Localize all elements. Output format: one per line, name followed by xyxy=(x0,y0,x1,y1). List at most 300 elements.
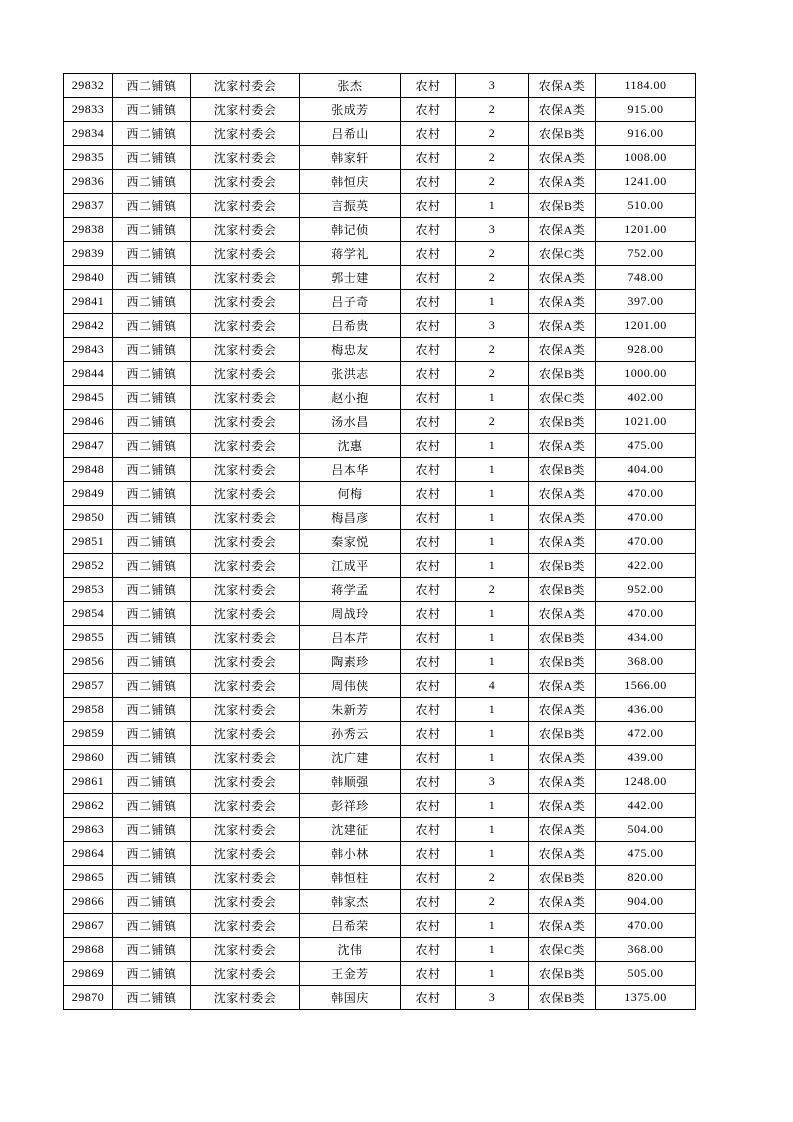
cell-person-name: 沈伟 xyxy=(300,938,401,962)
cell-residence-type: 农村 xyxy=(401,74,456,98)
cell-amount: 442.00 xyxy=(596,794,696,818)
cell-record-id: 29849 xyxy=(64,482,113,506)
cell-village-committee: 沈家村委会 xyxy=(191,266,300,290)
cell-amount: 470.00 xyxy=(596,506,696,530)
cell-insurance-category: 农保B类 xyxy=(529,458,596,482)
cell-person-count: 1 xyxy=(456,290,529,314)
cell-village-committee: 沈家村委会 xyxy=(191,674,300,698)
cell-amount: 1021.00 xyxy=(596,410,696,434)
cell-amount: 1201.00 xyxy=(596,314,696,338)
cell-amount: 397.00 xyxy=(596,290,696,314)
cell-residence-type: 农村 xyxy=(401,770,456,794)
cell-amount: 952.00 xyxy=(596,578,696,602)
table-row xyxy=(64,602,696,626)
cell-amount: 439.00 xyxy=(596,746,696,770)
cell-village-committee: 沈家村委会 xyxy=(191,770,300,794)
cell-person-count: 1 xyxy=(456,458,529,482)
cell-person-name: 吕希荣 xyxy=(300,914,401,938)
cell-amount: 1566.00 xyxy=(596,674,696,698)
cell-person-name: 沈惠 xyxy=(300,434,401,458)
cell-town: 西二铺镇 xyxy=(113,674,191,698)
table-row xyxy=(64,650,696,674)
cell-residence-type: 农村 xyxy=(401,194,456,218)
cell-residence-type: 农村 xyxy=(401,818,456,842)
cell-town: 西二铺镇 xyxy=(113,578,191,602)
cell-residence-type: 农村 xyxy=(401,338,456,362)
cell-insurance-category: 农保A类 xyxy=(529,98,596,122)
cell-village-committee: 沈家村委会 xyxy=(191,434,300,458)
cell-person-name: 吕希山 xyxy=(300,122,401,146)
table-row xyxy=(64,626,696,650)
cell-town: 西二铺镇 xyxy=(113,218,191,242)
cell-insurance-category: 农保B类 xyxy=(529,410,596,434)
cell-record-id: 29841 xyxy=(64,290,113,314)
cell-town: 西二铺镇 xyxy=(113,242,191,266)
pension-records-table xyxy=(63,73,696,1010)
table-row xyxy=(64,314,696,338)
cell-residence-type: 农村 xyxy=(401,122,456,146)
cell-town: 西二铺镇 xyxy=(113,410,191,434)
cell-amount: 404.00 xyxy=(596,458,696,482)
cell-residence-type: 农村 xyxy=(401,146,456,170)
table-row xyxy=(64,242,696,266)
cell-insurance-category: 农保C类 xyxy=(529,938,596,962)
table-body xyxy=(64,74,696,1010)
cell-record-id: 29835 xyxy=(64,146,113,170)
cell-residence-type: 农村 xyxy=(401,914,456,938)
cell-person-count: 1 xyxy=(456,386,529,410)
cell-person-name: 陶素珍 xyxy=(300,650,401,674)
cell-town: 西二铺镇 xyxy=(113,506,191,530)
cell-town: 西二铺镇 xyxy=(113,458,191,482)
cell-town: 西二铺镇 xyxy=(113,146,191,170)
table-row xyxy=(64,506,696,530)
cell-amount: 1184.00 xyxy=(596,74,696,98)
table-row xyxy=(64,74,696,98)
cell-amount: 510.00 xyxy=(596,194,696,218)
cell-person-count: 1 xyxy=(456,746,529,770)
cell-record-id: 29854 xyxy=(64,602,113,626)
cell-record-id: 29852 xyxy=(64,554,113,578)
cell-town: 西二铺镇 xyxy=(113,698,191,722)
cell-residence-type: 农村 xyxy=(401,98,456,122)
cell-amount: 916.00 xyxy=(596,122,696,146)
cell-person-count: 1 xyxy=(456,962,529,986)
cell-residence-type: 农村 xyxy=(401,698,456,722)
cell-person-count: 1 xyxy=(456,602,529,626)
cell-village-committee: 沈家村委会 xyxy=(191,362,300,386)
cell-insurance-category: 农保A类 xyxy=(529,794,596,818)
cell-record-id: 29859 xyxy=(64,722,113,746)
cell-amount: 470.00 xyxy=(596,914,696,938)
cell-record-id: 29865 xyxy=(64,866,113,890)
cell-record-id: 29868 xyxy=(64,938,113,962)
cell-residence-type: 农村 xyxy=(401,482,456,506)
cell-person-count: 2 xyxy=(456,146,529,170)
table-row xyxy=(64,218,696,242)
cell-person-count: 1 xyxy=(456,818,529,842)
cell-person-count: 1 xyxy=(456,794,529,818)
cell-village-committee: 沈家村委会 xyxy=(191,410,300,434)
cell-village-committee: 沈家村委会 xyxy=(191,698,300,722)
cell-town: 西二铺镇 xyxy=(113,482,191,506)
cell-person-name: 韩恒柱 xyxy=(300,866,401,890)
cell-town: 西二铺镇 xyxy=(113,98,191,122)
cell-amount: 368.00 xyxy=(596,650,696,674)
cell-residence-type: 农村 xyxy=(401,434,456,458)
table-row xyxy=(64,794,696,818)
cell-amount: 402.00 xyxy=(596,386,696,410)
cell-insurance-category: 农保B类 xyxy=(529,986,596,1010)
cell-person-name: 吕本华 xyxy=(300,458,401,482)
cell-amount: 1008.00 xyxy=(596,146,696,170)
cell-record-id: 29834 xyxy=(64,122,113,146)
cell-amount: 915.00 xyxy=(596,98,696,122)
table-row xyxy=(64,578,696,602)
cell-person-name: 孙秀云 xyxy=(300,722,401,746)
cell-village-committee: 沈家村委会 xyxy=(191,530,300,554)
cell-person-count: 2 xyxy=(456,98,529,122)
cell-amount: 1241.00 xyxy=(596,170,696,194)
cell-village-committee: 沈家村委会 xyxy=(191,314,300,338)
cell-residence-type: 农村 xyxy=(401,314,456,338)
cell-amount: 1000.00 xyxy=(596,362,696,386)
table-row xyxy=(64,146,696,170)
table-row xyxy=(64,698,696,722)
cell-record-id: 29856 xyxy=(64,650,113,674)
table-row xyxy=(64,746,696,770)
cell-person-name: 蒋学礼 xyxy=(300,242,401,266)
cell-residence-type: 农村 xyxy=(401,890,456,914)
cell-person-name: 郭士建 xyxy=(300,266,401,290)
table-row xyxy=(64,890,696,914)
cell-person-name: 张洪志 xyxy=(300,362,401,386)
cell-person-count: 2 xyxy=(456,890,529,914)
cell-insurance-category: 农保A类 xyxy=(529,602,596,626)
cell-town: 西二铺镇 xyxy=(113,314,191,338)
table-row xyxy=(64,770,696,794)
cell-town: 西二铺镇 xyxy=(113,122,191,146)
table-row xyxy=(64,290,696,314)
cell-person-count: 1 xyxy=(456,698,529,722)
cell-village-committee: 沈家村委会 xyxy=(191,626,300,650)
cell-insurance-category: 农保B类 xyxy=(529,866,596,890)
cell-record-id: 29844 xyxy=(64,362,113,386)
cell-town: 西二铺镇 xyxy=(113,290,191,314)
cell-amount: 1248.00 xyxy=(596,770,696,794)
cell-person-name: 吕本芹 xyxy=(300,626,401,650)
cell-insurance-category: 农保A类 xyxy=(529,290,596,314)
table-row xyxy=(64,122,696,146)
cell-town: 西二铺镇 xyxy=(113,962,191,986)
cell-town: 西二铺镇 xyxy=(113,770,191,794)
cell-insurance-category: 农保A类 xyxy=(529,170,596,194)
cell-insurance-category: 农保C类 xyxy=(529,386,596,410)
cell-residence-type: 农村 xyxy=(401,722,456,746)
cell-person-name: 彭祥珍 xyxy=(300,794,401,818)
table-row xyxy=(64,410,696,434)
cell-amount: 748.00 xyxy=(596,266,696,290)
cell-residence-type: 农村 xyxy=(401,986,456,1010)
table-row xyxy=(64,554,696,578)
cell-insurance-category: 农保B类 xyxy=(529,554,596,578)
cell-person-name: 韩小林 xyxy=(300,842,401,866)
cell-record-id: 29866 xyxy=(64,890,113,914)
cell-insurance-category: 农保A类 xyxy=(529,530,596,554)
cell-insurance-category: 农保B类 xyxy=(529,362,596,386)
cell-village-committee: 沈家村委会 xyxy=(191,242,300,266)
cell-village-committee: 沈家村委会 xyxy=(191,290,300,314)
cell-person-count: 3 xyxy=(456,314,529,338)
cell-person-count: 1 xyxy=(456,482,529,506)
table-row xyxy=(64,818,696,842)
cell-person-name: 江成平 xyxy=(300,554,401,578)
cell-residence-type: 农村 xyxy=(401,794,456,818)
cell-person-count: 3 xyxy=(456,74,529,98)
cell-insurance-category: 农保A类 xyxy=(529,770,596,794)
cell-town: 西二铺镇 xyxy=(113,794,191,818)
cell-village-committee: 沈家村委会 xyxy=(191,122,300,146)
cell-person-name: 韩顺强 xyxy=(300,770,401,794)
cell-person-count: 2 xyxy=(456,362,529,386)
cell-residence-type: 农村 xyxy=(401,362,456,386)
cell-record-id: 29851 xyxy=(64,530,113,554)
cell-town: 西二铺镇 xyxy=(113,650,191,674)
cell-person-name: 韩恒庆 xyxy=(300,170,401,194)
cell-amount: 470.00 xyxy=(596,530,696,554)
cell-person-count: 1 xyxy=(456,722,529,746)
cell-person-count: 1 xyxy=(456,650,529,674)
cell-residence-type: 农村 xyxy=(401,218,456,242)
cell-person-name: 周战玲 xyxy=(300,602,401,626)
cell-record-id: 29870 xyxy=(64,986,113,1010)
cell-insurance-category: 农保A类 xyxy=(529,818,596,842)
cell-insurance-category: 农保B类 xyxy=(529,650,596,674)
cell-record-id: 29860 xyxy=(64,746,113,770)
cell-person-name: 韩记侦 xyxy=(300,218,401,242)
cell-amount: 368.00 xyxy=(596,938,696,962)
cell-person-count: 1 xyxy=(456,530,529,554)
cell-record-id: 29857 xyxy=(64,674,113,698)
cell-person-count: 2 xyxy=(456,338,529,362)
cell-person-count: 2 xyxy=(456,122,529,146)
cell-insurance-category: 农保C类 xyxy=(529,242,596,266)
cell-residence-type: 农村 xyxy=(401,674,456,698)
cell-residence-type: 农村 xyxy=(401,746,456,770)
cell-residence-type: 农村 xyxy=(401,458,456,482)
cell-person-name: 周伟侠 xyxy=(300,674,401,698)
cell-residence-type: 农村 xyxy=(401,266,456,290)
cell-town: 西二铺镇 xyxy=(113,338,191,362)
cell-person-name: 蒋学孟 xyxy=(300,578,401,602)
cell-residence-type: 农村 xyxy=(401,602,456,626)
table-row xyxy=(64,722,696,746)
cell-village-committee: 沈家村委会 xyxy=(191,650,300,674)
cell-person-name: 韩家轩 xyxy=(300,146,401,170)
table-row xyxy=(64,458,696,482)
cell-residence-type: 农村 xyxy=(401,554,456,578)
table-row xyxy=(64,914,696,938)
cell-record-id: 29847 xyxy=(64,434,113,458)
cell-village-committee: 沈家村委会 xyxy=(191,146,300,170)
cell-record-id: 29864 xyxy=(64,842,113,866)
cell-amount: 1201.00 xyxy=(596,218,696,242)
cell-village-committee: 沈家村委会 xyxy=(191,794,300,818)
cell-insurance-category: 农保A类 xyxy=(529,266,596,290)
cell-person-name: 张成芳 xyxy=(300,98,401,122)
cell-record-id: 29832 xyxy=(64,74,113,98)
cell-person-name: 秦家悦 xyxy=(300,530,401,554)
cell-person-name: 梅忠友 xyxy=(300,338,401,362)
cell-amount: 820.00 xyxy=(596,866,696,890)
table-row xyxy=(64,938,696,962)
cell-amount: 472.00 xyxy=(596,722,696,746)
cell-town: 西二铺镇 xyxy=(113,266,191,290)
table-row xyxy=(64,986,696,1010)
cell-record-id: 29833 xyxy=(64,98,113,122)
cell-town: 西二铺镇 xyxy=(113,434,191,458)
table-row xyxy=(64,530,696,554)
cell-insurance-category: 农保A类 xyxy=(529,434,596,458)
cell-record-id: 29848 xyxy=(64,458,113,482)
cell-record-id: 29867 xyxy=(64,914,113,938)
cell-town: 西二铺镇 xyxy=(113,554,191,578)
table-row xyxy=(64,482,696,506)
cell-person-count: 2 xyxy=(456,866,529,890)
cell-residence-type: 农村 xyxy=(401,530,456,554)
cell-record-id: 29862 xyxy=(64,794,113,818)
cell-record-id: 29858 xyxy=(64,698,113,722)
cell-amount: 505.00 xyxy=(596,962,696,986)
cell-person-name: 王金芳 xyxy=(300,962,401,986)
cell-residence-type: 农村 xyxy=(401,578,456,602)
cell-town: 西二铺镇 xyxy=(113,74,191,98)
cell-amount: 928.00 xyxy=(596,338,696,362)
cell-person-count: 4 xyxy=(456,674,529,698)
cell-record-id: 29863 xyxy=(64,818,113,842)
cell-residence-type: 农村 xyxy=(401,170,456,194)
cell-village-committee: 沈家村委会 xyxy=(191,722,300,746)
table-row xyxy=(64,962,696,986)
cell-town: 西二铺镇 xyxy=(113,194,191,218)
table-row xyxy=(64,170,696,194)
cell-record-id: 29839 xyxy=(64,242,113,266)
cell-amount: 504.00 xyxy=(596,818,696,842)
cell-village-committee: 沈家村委会 xyxy=(191,746,300,770)
cell-amount: 475.00 xyxy=(596,842,696,866)
cell-person-count: 3 xyxy=(456,218,529,242)
cell-person-name: 沈广建 xyxy=(300,746,401,770)
cell-person-name: 韩国庆 xyxy=(300,986,401,1010)
table-row xyxy=(64,98,696,122)
cell-insurance-category: 农保A类 xyxy=(529,74,596,98)
cell-town: 西二铺镇 xyxy=(113,890,191,914)
cell-insurance-category: 农保A类 xyxy=(529,746,596,770)
cell-residence-type: 农村 xyxy=(401,386,456,410)
cell-person-count: 2 xyxy=(456,170,529,194)
cell-amount: 1375.00 xyxy=(596,986,696,1010)
cell-insurance-category: 农保A类 xyxy=(529,146,596,170)
cell-village-committee: 沈家村委会 xyxy=(191,170,300,194)
cell-person-name: 赵小抱 xyxy=(300,386,401,410)
cell-amount: 752.00 xyxy=(596,242,696,266)
cell-village-committee: 沈家村委会 xyxy=(191,458,300,482)
cell-insurance-category: 农保B类 xyxy=(529,626,596,650)
cell-insurance-category: 农保A类 xyxy=(529,218,596,242)
cell-record-id: 29850 xyxy=(64,506,113,530)
cell-amount: 470.00 xyxy=(596,602,696,626)
cell-village-committee: 沈家村委会 xyxy=(191,506,300,530)
cell-record-id: 29840 xyxy=(64,266,113,290)
cell-person-name: 梅昌彦 xyxy=(300,506,401,530)
cell-village-committee: 沈家村委会 xyxy=(191,842,300,866)
cell-insurance-category: 农保B类 xyxy=(529,194,596,218)
table-row xyxy=(64,842,696,866)
cell-person-name: 朱新芳 xyxy=(300,698,401,722)
cell-person-count: 2 xyxy=(456,242,529,266)
cell-town: 西二铺镇 xyxy=(113,530,191,554)
cell-residence-type: 农村 xyxy=(401,290,456,314)
cell-insurance-category: 农保A类 xyxy=(529,890,596,914)
cell-record-id: 29837 xyxy=(64,194,113,218)
cell-town: 西二铺镇 xyxy=(113,602,191,626)
cell-person-name: 何梅 xyxy=(300,482,401,506)
cell-insurance-category: 农保A类 xyxy=(529,338,596,362)
cell-village-committee: 沈家村委会 xyxy=(191,98,300,122)
cell-person-count: 1 xyxy=(456,506,529,530)
cell-person-count: 3 xyxy=(456,770,529,794)
cell-insurance-category: 农保A类 xyxy=(529,674,596,698)
cell-residence-type: 农村 xyxy=(401,410,456,434)
cell-residence-type: 农村 xyxy=(401,842,456,866)
cell-town: 西二铺镇 xyxy=(113,722,191,746)
cell-village-committee: 沈家村委会 xyxy=(191,578,300,602)
cell-town: 西二铺镇 xyxy=(113,746,191,770)
cell-person-name: 吕希贵 xyxy=(300,314,401,338)
cell-record-id: 29843 xyxy=(64,338,113,362)
cell-village-committee: 沈家村委会 xyxy=(191,890,300,914)
cell-town: 西二铺镇 xyxy=(113,362,191,386)
cell-village-committee: 沈家村委会 xyxy=(191,818,300,842)
cell-village-committee: 沈家村委会 xyxy=(191,74,300,98)
table-row xyxy=(64,674,696,698)
cell-insurance-category: 农保B类 xyxy=(529,722,596,746)
cell-person-name: 沈建征 xyxy=(300,818,401,842)
cell-town: 西二铺镇 xyxy=(113,842,191,866)
cell-person-name: 韩家杰 xyxy=(300,890,401,914)
cell-record-id: 29855 xyxy=(64,626,113,650)
cell-residence-type: 农村 xyxy=(401,242,456,266)
cell-insurance-category: 农保B类 xyxy=(529,578,596,602)
cell-residence-type: 农村 xyxy=(401,506,456,530)
cell-amount: 434.00 xyxy=(596,626,696,650)
cell-village-committee: 沈家村委会 xyxy=(191,962,300,986)
cell-insurance-category: 农保B类 xyxy=(529,962,596,986)
cell-village-committee: 沈家村委会 xyxy=(191,554,300,578)
cell-person-count: 2 xyxy=(456,410,529,434)
cell-village-committee: 沈家村委会 xyxy=(191,338,300,362)
cell-person-count: 1 xyxy=(456,194,529,218)
table-row xyxy=(64,434,696,458)
cell-town: 西二铺镇 xyxy=(113,938,191,962)
cell-record-id: 29836 xyxy=(64,170,113,194)
cell-town: 西二铺镇 xyxy=(113,626,191,650)
cell-village-committee: 沈家村委会 xyxy=(191,482,300,506)
table-row xyxy=(64,266,696,290)
cell-person-count: 1 xyxy=(456,914,529,938)
cell-insurance-category: 农保A类 xyxy=(529,314,596,338)
cell-person-name: 吕子奇 xyxy=(300,290,401,314)
